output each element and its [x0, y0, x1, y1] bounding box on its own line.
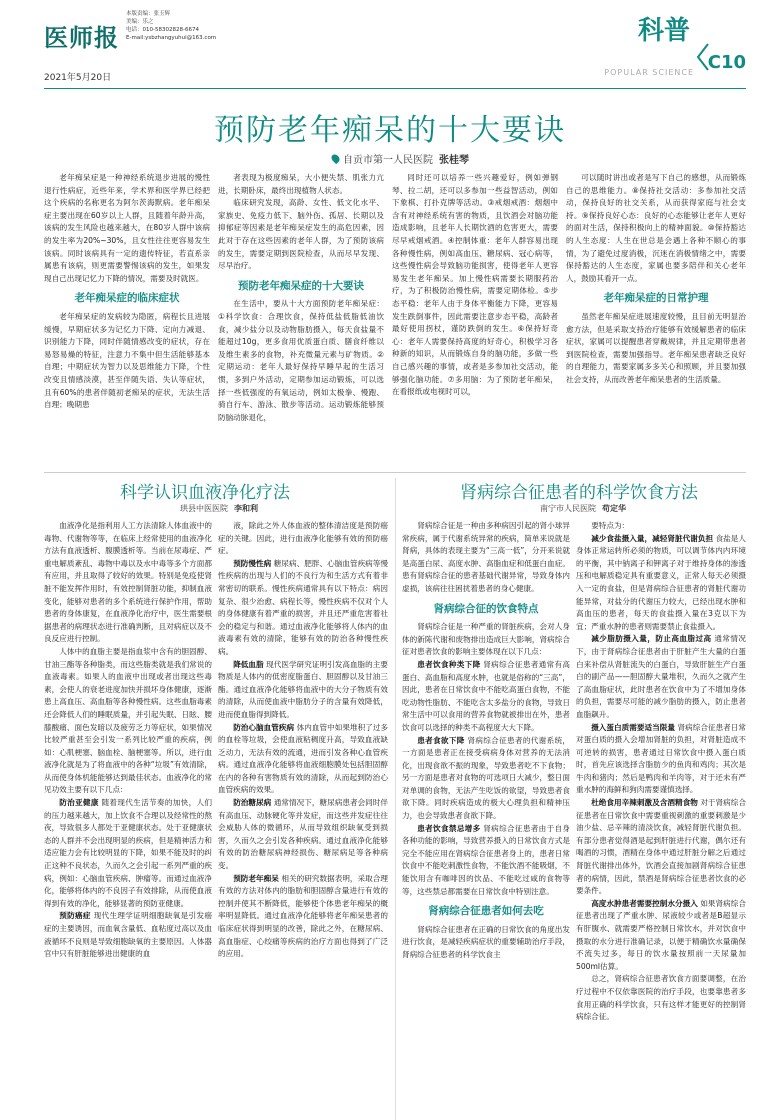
newspaper-logo: 医师报	[44, 23, 119, 52]
paragraph: 相关的研究数据表明，采取合理有效的方法对体内的脂肪和胆固醇含量进行有效的控制并使其不断降低，能够使个体患老年痴呆的概率明显降低。通过血液净化能够将老年痴呆患者的临床症状得到明显的改善，除此之外，在糖尿病、高血脂症、心绞痛等疾病的治疗方面也得到了广泛的应用。	[218, 873, 388, 959]
editor-info	[126, 10, 216, 42]
article1-column-3	[392, 172, 558, 468]
article3-column-2	[576, 520, 746, 1116]
bold-lead: 减少食盐摄入量，减轻肾脏代谢负担	[591, 533, 714, 543]
page-header	[0, 0, 780, 92]
bold-lead: 防治心脑血管疾病	[233, 722, 295, 732]
paragraph: 在生活中，要从十大方面预防老年痴呆症：①科学饮食：合理饮食，保持低盐低脂低油饮食，减少盐分以及动物脂肪摄入，每天食盐量不能超过10g，更多食用优质蛋白质、膳食纤维以及维生素多的食物，补充微量元素与矿物质。②定期运动：老年人最好保持早睡早起的生活习惯，多到户外活动，定期参加运动锻炼，可以选择一些低强度的有氧运动，例如太极拳、慢跑、骑自行车、游泳、散步等活动。运动锻炼能够预防脑动脉退化，	[218, 299, 384, 422]
paragraph: 糖尿病、肥胖、心脑血管疾病等慢性疾病的出现与人们的不良行为和生活方式有着非常密切的联系。慢性疾病通常具有以下特点：病因复杂、很少治愈、病程长等，慢性疾病不仅对个人的身体健康有着严重的损害，并且还严重危害着社会的稳定与和谐。通过血液净化能够将人体内的血液毒素有效的清除，能够有效的防治各种慢性疾病。	[218, 558, 388, 656]
section-title: 科普	[637, 16, 690, 46]
paragraph: 肾病综合征是一种由多种病因引起的肾小球异常疾病，属于代谢系统异常的疾病，简单来说就是肾病，具体的表现主要为“三高一低”，分开来说就是高蛋白尿、高度水肿、高脂血症和低蛋白血症。患有肾病综合征的患者基础代谢异常，导致身体内虚损，该病往往困扰着患者的身心健康。	[402, 521, 570, 593]
article1-column-1	[44, 172, 210, 468]
paragraph: 要特点为：	[591, 521, 630, 530]
paragraph: 通常情况下，糖尿病患者会同时伴有高血压、动脉硬化等并发症，而这些并发症往往会威胁人体的微循环，从而导致组织缺氧受到损害，久而久之会引发各种疾病。通过血液净化能够有效的防治糖尿病神经损伤、糖尿病足等各种病变。	[218, 798, 388, 871]
bold-lead: 预防癌症	[59, 911, 91, 921]
paragraph: 通常情况下，由于肾病综合征患者由于肝脏产生大量的白蛋白来补偿从肾脏流失的白蛋白，导致肝脏生产白蛋白的副产品——胆固醇大量堆积，久而久之就产生了高血脂症状，此时患者在饮食中为了不增加身体的负担，需要尽可能的减少脂肪的摄入，防止患者血脂飙升。	[576, 634, 746, 719]
article1-column-4	[566, 172, 746, 468]
section-divider	[44, 472, 746, 473]
bold-lead: 患者食欲下降	[417, 735, 465, 745]
section-subtitle: POPULAR SCIENCE	[604, 68, 694, 77]
paragraph: 液，除此之外人体血液的整体清洁度是预防癌症的关键。因此，进行血液净化能够有效的预防癌症。	[218, 521, 388, 556]
paragraph: 体内血管中如果堆积了过多的血栓等垃圾，会使血液粘稠度升高，导致血液缺乏动力，无法有效的流通，进而引发各种心血管疾病。通过血液净化能够将血液细胞膜处包括胆固醇在内的各种有害物质有效的清除，从而起到防治心血管疾病的效果。	[218, 722, 388, 795]
email-line: E-mail:ysbzhangyuhui@163.com	[126, 35, 217, 41]
page-number: C10	[707, 52, 746, 73]
bold-lead: 杜绝食用辛辣刺激及含酒精食物	[591, 798, 698, 808]
paragraph: 食盐是人身体正常运转所必须的物质，可以调节体内内环境的平衡，其中钠离子和钾离子对于维持身体的渗透压和电解质稳定具有重要意义，正常人每天必须摄入一定的食盐，但是肾病综合征患者的肾脏代谢功能异常，对盐分的代谢压力较大，已经出现水肿和高血压的患者，每天的食盐摄入量在3克以下为宜；严重水肿的患者则需要禁止食盐摄入。	[576, 533, 746, 631]
editor-line: 本版责编：张玉辉	[126, 11, 171, 17]
article3-column-1	[402, 520, 570, 1116]
article2-author: 李和利	[234, 504, 258, 513]
column-divider	[395, 478, 396, 1120]
paragraph: 者表现为极度痴呆，大小便失禁、肌张力亢进，长期卧床，最终出现植物人状态。	[218, 173, 384, 195]
bold-lead: 患者饮食种类下降	[417, 659, 481, 669]
bold-lead: 减少脂肪摄入量，防止高血脂过高	[591, 634, 712, 644]
paragraph: 肾病综合征患者通常有高蛋白、高血脂和高度水肿，也就是俗称的“三高”，因此，患者在日常饮食中不能吃高蛋白食物，不能吃动物性脂肪、不能吃含太多盐分的食物，导致日常生活中可以食用的营养食物就被排出在外，患者饮食可以选择的种类不高程度大大下降。	[402, 659, 570, 732]
paragraph: 对于肾病综合征患者在日常饮食中需要重视刺激的重要刺激是少油少盐、忌辛辣的清淡饮食，减轻肾脏代谢负担。有部分患者觉得酒是起到肝脏进行代谢，偶尔还有喝酒的习惯，酒精在身体中通过肝脏分解之后通过肾脏代谢排出体外，饮酒会直接加剧肾病综合征患者的病情，因此，禁酒是肾病综合征患者饮食的必要条件。	[576, 798, 746, 896]
phone-line: 电话：010-58302828-6674	[126, 27, 199, 33]
issue-date: 2021年5月20日	[44, 73, 112, 83]
article1-column-2	[218, 172, 384, 468]
bold-lead: 防治亚健康	[59, 798, 99, 808]
paragraph: 现代医学研究证明引发高血脂的主要物质是人体内的低密度脂蛋白、胆固醇以及甘油三酯。通过血液净化能够将血液中的大分子物质有效的清除，从而使血液中脂肪分子的含量有效降低，进而使血脂得到降低。	[218, 659, 388, 719]
subheading: 肾病综合征的饮食特点	[433, 602, 539, 615]
subheading: 老年痴呆症的日常护理	[603, 292, 709, 305]
bold-lead: 高度水肿患者需要控制水分摄入	[591, 898, 698, 908]
paragraph: 随着现代生活节奏的加快，人们的压力越来越大，加上饮食不合理以及经常性的熬夜，导致很多人都处于亚健康状态。处于亚健康状态的人群并不会出现明显的疾病，但是精神活力和适应能力会有比较明显的下降，如果不能及时的纠正这种不良状态，久而久之会引起一系列严重的疾病，例如：心脑血管疾病、肿瘤等。而通过血液净化，能够将体内的不良因子有效排除，从而使血液得到有效的净化，能够显著的预防亚健康。	[44, 798, 212, 908]
bold-lead: 摄入蛋白质需要适当限量	[591, 722, 676, 732]
subheading: 老年痴呆症的临床症状	[74, 292, 180, 305]
article3-hospital: 南宁市人民医院	[540, 504, 596, 513]
bold-lead: 预防慢性病	[233, 558, 272, 568]
paragraph: 同时还可以培养一些兴趣爱好，例如弹钢琴、拉二胡，还可以多参加一些益智活动，例如下象棋、打扑克牌等活动。③戒烟戒酒：烟烟中含有对神经系统有害的物质，且饮酒会对脑功能造成影响，且老年人长期饮酒的危害更大，需要尽早戒烟戒酒。④控制体重：老年人群容易出现各种慢性病，例如高血压、糖尿病、冠心病等，这些慢性病会导致脑功能损害，使得老年人更容易发生老年痴呆。加上慢性病需要长期服药治疗，为了积极防治慢性病，需要定期体检。⑤步态平稳：老年人由于身体平衡能力下降，更容易发生跌倒事件，因此需要注意步态平稳，高龄者最好使用拐杖，谨防跌倒的发生。⑥保持好奇心：老年人需要保持高度的好奇心，积极学习各种新的知识，从而锻炼自身的脑功能，多做一些自己感兴趣的事情，或者是多参加社交活动，能够强化脑功能。⑦多用脑：为了预防老年痴呆，在看报纸或电视时可以，	[392, 173, 558, 397]
paragraph: 现代生理学证明细胞缺氧是引发癌症的主要诱因，而血氧含量低、血粘度过高以及血液循环不良则是导致细胞缺氧的主要原因。人体器官中只有肝脏能够进出健康的血	[44, 911, 212, 959]
bold-lead: 预防老年痴呆	[233, 873, 279, 883]
article2-hospital: 珙县中医医院	[180, 504, 228, 513]
article1-title: 预防老年痴呆的十大要诀	[214, 113, 566, 148]
header-rule	[44, 88, 746, 89]
article3-byline	[540, 503, 626, 514]
paragraph: 总之，肾病综合征患者饮食方面要调整，在治疗过程中不仅依靠医院的治疗手段，也要靠患者多食用正确的科学饮食，只有这样才能更好的控制肾病综合征。	[576, 974, 746, 1022]
paragraph: 肾病综合征患者的代谢系统，一方面是患者正在接受病病身体对营养的无法消化，出现食欲不振的现象，导致患者吃不下食物；另一方面是患者对食物的可选项日大减少，整日面对单调的食物，无法产生吃饭的欲望，导致患者食欲下降。同时疾病造成的极大心理负担和精神压力，也会导致患者食欲下降。	[402, 735, 570, 821]
paragraph: 肾病综合征患者日常对蛋白质的摄入会增加肾脏的负担，对肾脏造成不可逆转的损害，患者通过日常饮食中摄入蛋白质时，首先应该选择含脂肪少的鱼肉和鸡肉；其次是牛肉和猪肉；然后是鸭肉和羊肉等，对于还未有严重水肿的海鲜和狗肉需要谨慎选择。	[576, 722, 746, 795]
article1-author: 张桂琴	[439, 155, 469, 166]
designer-line: 美编：乐之	[126, 19, 154, 25]
bold-lead: 降低血脂	[233, 659, 264, 669]
paragraph: 老年痴呆症的发病较为隐匿，病程长且进展缓慢，早期症状多为记忆力下降、定向力减退、识别能力下降，同时伴随情感改变的症状，存在易怒易燥的特征，注意力不集中但生活能够基本自理；中期症状为智力以及思维能力下降，个性改变且情感淡漠，甚至伴随失语、失认等症状，且有60%的患者伴随初老痴呆的症状，无法生活自理；晚期患	[44, 311, 210, 410]
subheading: 预防老年痴呆症的十大要诀	[238, 279, 364, 292]
subheading: 肾病综合征患者如何去吃	[428, 905, 544, 918]
paragraph: 如果肾病综合征患者出现了严重水肿、尿液较少或者是B超显示有肝腹水、就需要严格控制日常饮水，并对饮食中摄取的水分进行准确记录，以便于精确饮水量确保不流失过多，每日的饮水量按照前一天尿量加500ml估算。	[576, 898, 746, 971]
article2-column-2	[218, 520, 388, 1116]
paragraph: 虽然老年痴呆症进展速度较慢，且目前无明显治愈方法，但是采取支持治疗能够有效缓解患者的临床症状，家属可以提醒患者穿戴规律，并且定期带患者到医院检查，需要加强指导。老年痴呆患者缺乏良好的自理能力，需要家属多多关心和照顾，并且要加强社会支持，从而改善老年痴呆患者的生活质量。	[566, 311, 746, 384]
paragraph: 临床研究发现，高龄、女性、低文化水平、家族史、免疫力低下、脑外伤、孤居、长期以及抑郁症等因素是老年痴呆症发生的高危因素，因此对于存在这些因素的老年人群，为了预防该病的发生，需要定期到医院检查，从而尽早发现、尽早治疗。	[218, 198, 384, 271]
article2-title: 科学认识血液净化疗法	[120, 483, 290, 503]
bold-lead: 患者饮食禁忌增多	[417, 823, 481, 833]
article1-byline	[332, 151, 469, 166]
article2-column-1	[44, 520, 212, 1116]
article1-hospital: 自贡市第一人民医院	[343, 155, 433, 166]
article3-title: 肾病综合征患者的科学饮食方法	[460, 483, 698, 503]
paragraph: 肾病综合征患者在正确的日常饮食的角度出发进行饮食，是减轻疾病症状的重要辅助治疗手段，肾病综合征患者的科学饮食主	[402, 924, 570, 959]
article2-byline	[180, 503, 258, 514]
location-pin-icon	[330, 153, 341, 164]
paragraph: 老年痴呆症是一种神经系统退步进展的慢性退行性病症，近些年来，学术界和医学界已经把这个疾病的名称更名为阿尔茨海默病。老年痴呆症主要出现在60岁以上人群，且随着年龄升高，该病的发生风险也越来越大，在80岁人群中该病的发生率为20%~30%，且女性往往更容易发生该病。同时该病具有一定的遗传特征，若直系亲属患有该病，则更需要警惕该病的发生，如果发现自己出现记忆力下降的情况，需要及时就医。	[44, 173, 210, 283]
paragraph: 可以随时讲出或者是写下自己的感想，从而锻炼自己的思维能力。⑧保持社交活动：多参加社交活动，保持良好的社交关系，从而获得家庭与社会支持。⑨保持良好心态：良好的心态能够让老年人更好的面对生活，保持积极向上的精神面貌。⑩保持豁达的人生态度：人生在世总是会遇上各种不顺心的事情，为了避免过度消极，沉迷在消极情绪之中，需要保持豁达的人生态度，家属也要多陪伴和关心老年人，鼓励其看开一点。	[566, 173, 746, 283]
paragraph: 肾病综合征患者由于自身各种功能的影响，导致营养摄入的日常饮食方式是完全不能应用在肾病综合征患者身上的，患者日常饮食中不能吃刺激性食物，不能饮酒不能吸烟，不能饮用含有咖啡因的饮品、不能吃过咸的食物等等，这些禁忌都需要在日常饮食中特别注意。	[402, 823, 570, 896]
article3-author: 苟定华	[602, 504, 626, 513]
paragraph: 肾病综合征是一种严重的肾脏疾病，会对人身体的新陈代谢和废物排出造成巨大影响，肾病综合征对患者饮食的影响主要体现在以下几点：	[402, 622, 570, 657]
bold-lead: 防治糖尿病	[233, 798, 272, 808]
paragraph: 人体中的血脂主要是指血浆中含有的胆固醇、甘油三酯等各种脂类，而这些脂类就是我们常说的血液毒素。如果人的血液中出现或者出现这些毒素，会使人的衰老进度加快并损坏身体健康，逐渐患上高血压、高血脂等各种慢性病。这些血脂毒素还会降低人们的睡眠质量，并引起失眠、日眩、腰膝酸痛、面色发暗以及疲劳乏力等症状，如果情况比较严重甚至会引发一系列比较严重的疾病，例如：心肌梗塞、脑血栓、脑梗塞等。所以，进行血液净化就是为了将血液中的各种“垃圾”有效清除，从而使身体机能能够达到最佳状态。血液净化的常见功效主要有以下几点：	[44, 646, 212, 795]
paragraph: 血液净化是指利用人工方法清除人体血液中的毒物、代谢物等等，在临床上经常使用的血液净化方法有血液透析、腹膜透析等。当前在尿毒症、严重电解质紊乱、毒物中毒以及水中毒等多个方面都有应用，并且取得了较好的效果。特别是免疫使肾脏不能发挥作用时，有效控制肾脏功能，抑制血液变化，能够对患者的多个系统进行保护作用，帮助患者的身体康复，在血液净化治疗中，医生需要根据患者的病理状态进行准确判断，且对病症以及不良反应进行控制。	[44, 521, 212, 644]
